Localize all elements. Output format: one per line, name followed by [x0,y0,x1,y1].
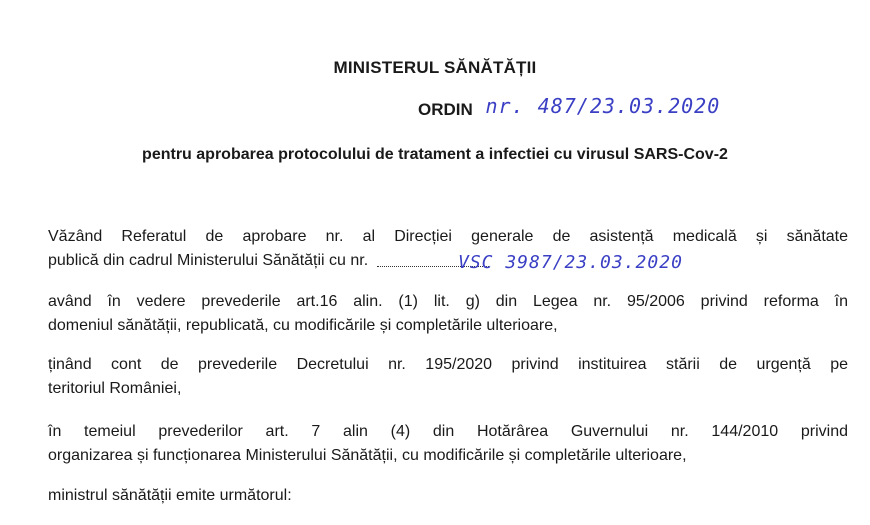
paragraph-decret [48,353,848,401]
paragraph-line: având în vedere prevederile art.16 alin. (1) lit. g) din Legea nr. 95/2006 privind reforma în [48,293,848,310]
order-title-line [418,96,720,120]
paragraph-line-text: publică din cadrul Ministerului Sănătății cu nr. [48,252,369,269]
paragraph-referat [48,225,848,273]
paragraph-line: ministrul sănătății emite următorul: [48,487,292,504]
paragraph-line: domeniul sănătății, republicată, cu modificările și completările ulterioare, [48,317,558,334]
order-number-handwritten: nr. 487/23.03.2020 [485,94,721,118]
paragraph-line [48,249,848,273]
paragraph-hotarare [48,420,848,468]
ministry-heading: MINISTERUL SĂNĂTĂȚII [333,58,537,77]
paragraph-line: ținând cont de prevederile Decretului nr. 195/2020 privind instituirea stării de urgență pe [48,356,848,373]
paragraph-line: teritoriul României, [48,380,182,397]
order-subtitle: pentru aprobarea protocolului de tratament a infectiei cu virusul SARS-Cov-2 [142,146,728,163]
paragraph-legea [48,290,848,338]
paragraph-line: Văzând Referatul de aprobare nr. al Direcției generale de asistență medicală și sănătate [48,228,848,245]
paragraph-line: organizarea și funcționarea Ministerului Sănătății, cu modificările și completările ulterioare, [48,447,687,464]
paragraph-line: în temeiul prevederilor art. 7 alin (4) din Hotărârea Guvernului nr. 144/2010 privind [48,423,848,440]
referat-number-handwritten: VSC 3987/23.03.2020 [458,252,683,273]
order-label: ORDIN [418,100,473,119]
paragraph-ministru [48,484,848,508]
